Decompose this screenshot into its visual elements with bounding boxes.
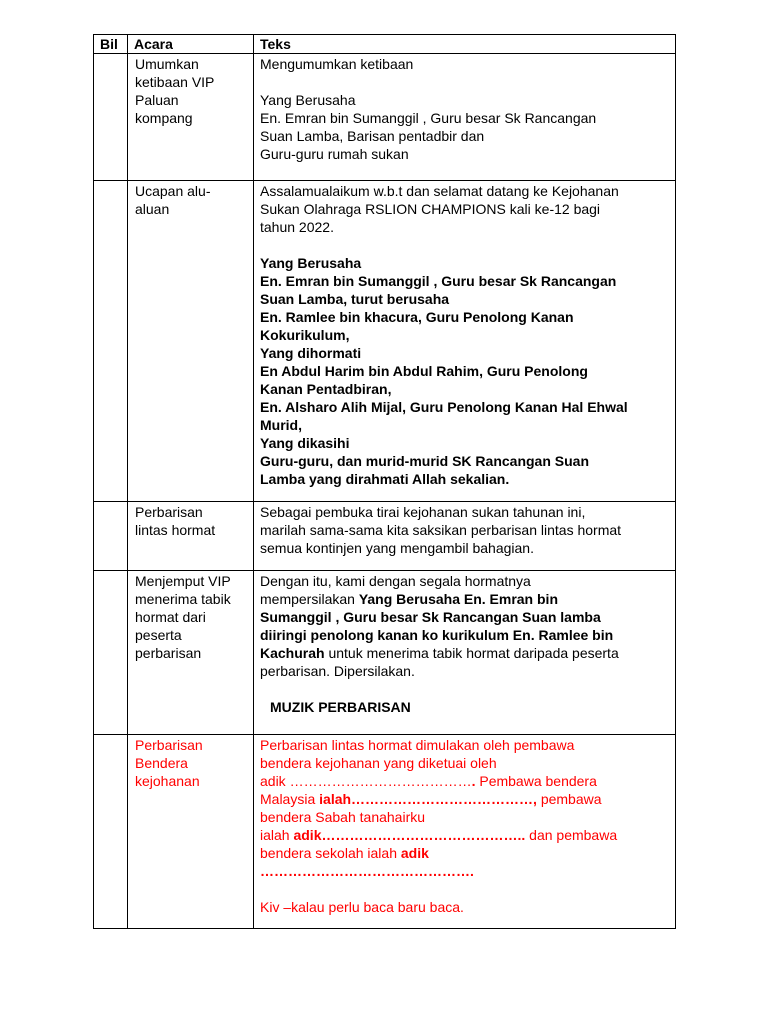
muzik-heading: MUZIK PERBARISAN bbox=[270, 699, 411, 715]
bil-cell bbox=[94, 502, 128, 571]
acara-cell: Menjemput VIP menerima tabik hormat dari peserta perbarisan bbox=[128, 571, 254, 735]
table-row bbox=[94, 54, 676, 181]
table-row bbox=[94, 735, 676, 929]
program-table bbox=[93, 34, 676, 929]
bil-cell bbox=[94, 735, 128, 929]
header-acara: Acara bbox=[128, 35, 254, 54]
acara-cell: Perbarisan lintas hormat bbox=[128, 502, 254, 571]
table-row bbox=[94, 181, 676, 502]
table-header-row bbox=[94, 35, 676, 54]
table-row bbox=[94, 571, 676, 735]
teks-cell: Assalamualaikum w.b.t dan selamat datang ke Kejohanan Sukan Olahraga RSLION CHAMPIONS kali ke-12 bagi tahun 2022. Yang Berusaha En. Emran bin Sumanggil , Guru besar Sk Rancangan Suan Lamba, turut berusaha En. Ramlee bin khacura, Guru Penolong Kanan Kokurikulum, Yang dihormati En Abdul Harim bin Abdul Rahim, Guru Penolong Kanan Pentadbiran, En. Alsharo Alih Mijal, Guru Penolong Kanan Hal Ehwal Murid, Yang dikasihi Guru-guru, dan murid-murid SK Rancangan Suan Lamba yang dirahmati Allah sekalian. bbox=[254, 181, 676, 502]
teks-cell: Mengumumkan ketibaan Yang Berusaha En. Emran bin Sumanggil , Guru besar Sk Rancangan Suan Lamba, Barisan pentadbir dan Guru-guru rumah sukan bbox=[254, 54, 676, 181]
bil-cell bbox=[94, 54, 128, 181]
bil-cell bbox=[94, 181, 128, 502]
acara-cell: Ucapan alu- aluan bbox=[128, 181, 254, 502]
teks-cell: Perbarisan lintas hormat dimulakan oleh pembawa bendera kejohanan yang diketuai oleh adik …………………………………. Pembawa bendera Malaysia ialah…………………………………, pembawa bendera Sabah tanahairku ialah adik…………………………………….. dan pembawa bendera sekolah ialah adik ………………………………………. Kiv –kalau perlu baca baru baca. bbox=[254, 735, 676, 929]
header-bil: Bil bbox=[94, 35, 128, 54]
table-row bbox=[94, 502, 676, 571]
teks-cell: Sebagai pembuka tirai kejohanan sukan tahunan ini, marilah sama-sama kita saksikan perbarisan lintas hormat semua kontinjen yang mengambil bahagian. bbox=[254, 502, 676, 571]
teks-cell: Dengan itu, kami dengan segala hormatnya mempersilakan Yang Berusaha En. Emran bin Sumanggil , Guru besar Sk Rancangan Suan lamba diiringi penolong kanan ko kurikulum En. Ramlee bin Kachurah untuk menerima tabik hormat daripada peserta perbarisan. Dipersilakan. MUZIK PERBARISAN bbox=[254, 571, 676, 735]
bil-cell bbox=[94, 571, 128, 735]
acara-cell: Perbarisan Bendera kejohanan bbox=[128, 735, 254, 929]
acara-cell: Umumkan ketibaan VIP Paluan kompang bbox=[128, 54, 254, 181]
header-teks: Teks bbox=[254, 35, 676, 54]
kiv-note: Kiv –kalau perlu baca baru baca. bbox=[260, 899, 464, 915]
